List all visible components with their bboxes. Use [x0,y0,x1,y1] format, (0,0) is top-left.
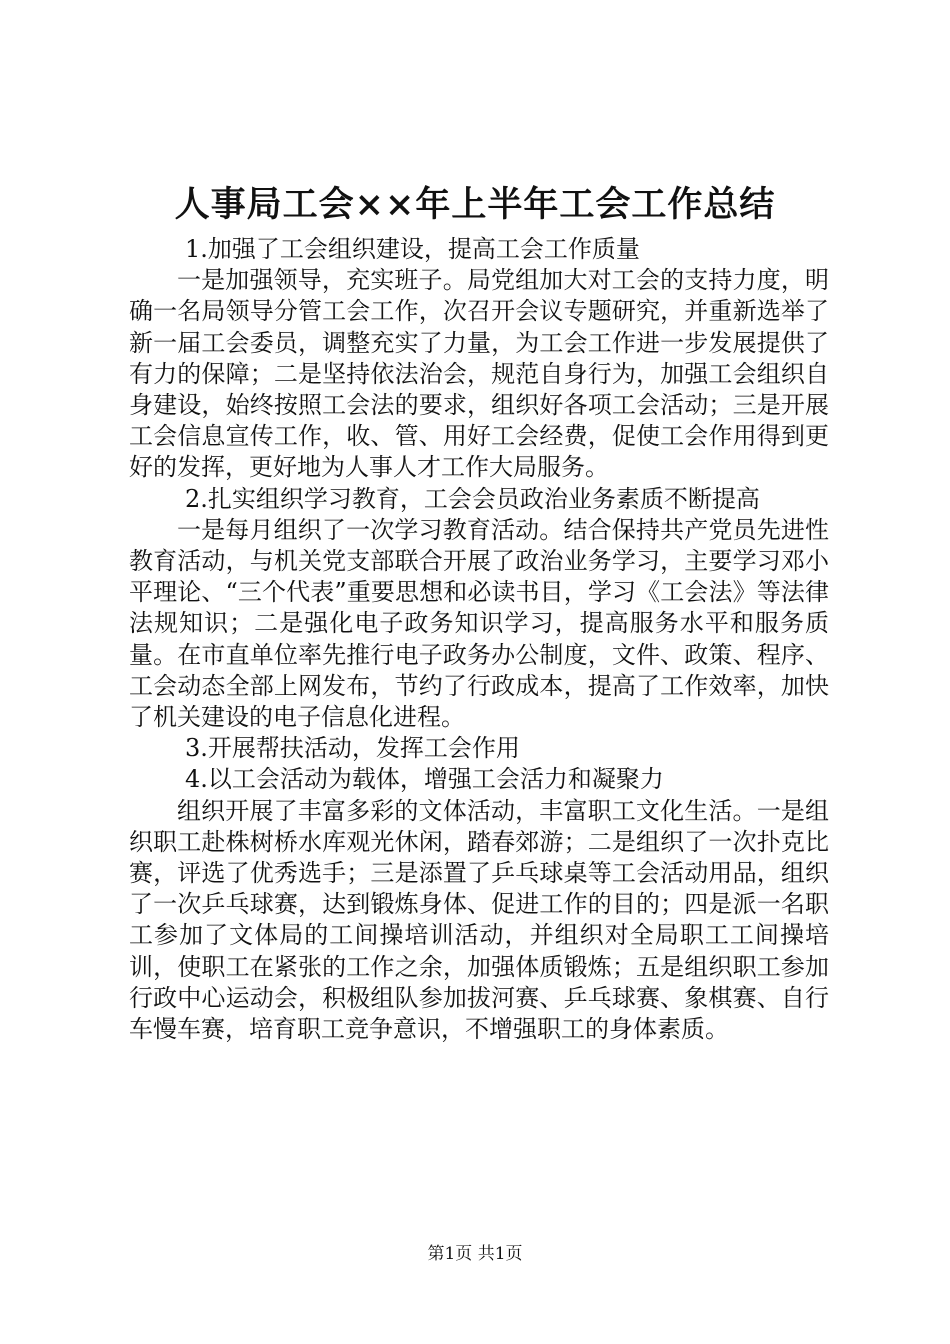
document-title: 人事局工会××年上半年工会工作总结 [174,184,776,225]
page-footer: 第1页 共1页 [427,1244,523,1264]
paragraph-2: 一是每月组织了一次学习教育活动。结合保持共产党员先进性教育活动，与机关党支部联合开展了政治业务学习，主要学习邓小平理论、“三个代表”重要思想和必读书目，学习《工会法》等法律法规知识；二是强化电子政务知识学习，提高服务水平和服务质量。在市直单位率先推行电子政务办公制度，文件、政策、程序、工会动态全部上网发布，节约了行政成本，提高了工作效率，加快了机关建设的电子信息化进程。 [129,515,829,732]
section-heading-4: 4.以工会活动为载体，增强工会活力和凝聚力 [185,765,664,794]
section-heading-2: 2.扎实组织学习教育，工会会员政治业务素质不断提高 [185,484,760,513]
paragraph-1: 一是加强领导，充实班子。局党组加大对工会的支持力度，明确一名局领导分管工会工作，次召开会议专题研究，并重新选举了新一届工会委员，调整充实了力量，为工会工作进一步发展提供了有力的保障；二是坚持依法治会，规范自身行为，加强工会组织自身建设，始终按照工会法的要求，组织好各项工会活动；三是开展工会信息宣传工作，收、管、用好工会经费，促使工会作用得到更好的发挥，更好地为人事人才工作大局服务。 [129,266,829,482]
section-heading-1: 1.加强了工会组织建设，提高工会工作质量 [185,235,640,263]
section-heading-3: 3.开展帮扶活动，发挥工会作用 [185,734,520,763]
document-body [129,234,829,1045]
paragraph-3: 组织开展了丰富多彩的文体活动，丰富职工文化生活。一是组织职工赴株树桥水库观光休闲，踏春郊游；二是组织了一次扑克比赛，评选了优秀选手；三是添置了乒乓球桌等工会活动用品，组织了一次乒乓球赛，达到锻炼身体、促进工作的目的；四是派一名职工参加了文体局的工间操培训活动，并组织对全局职工工间操培训，使职工在紧张的工作之余，加强体质锻炼；五是组织职工参加行政中心运动会，积极组队参加拔河赛、乒乓球赛、象棋赛、自行车慢车赛，培育职工竞争意识，不增强职工的身体素质。 [129,796,829,1044]
